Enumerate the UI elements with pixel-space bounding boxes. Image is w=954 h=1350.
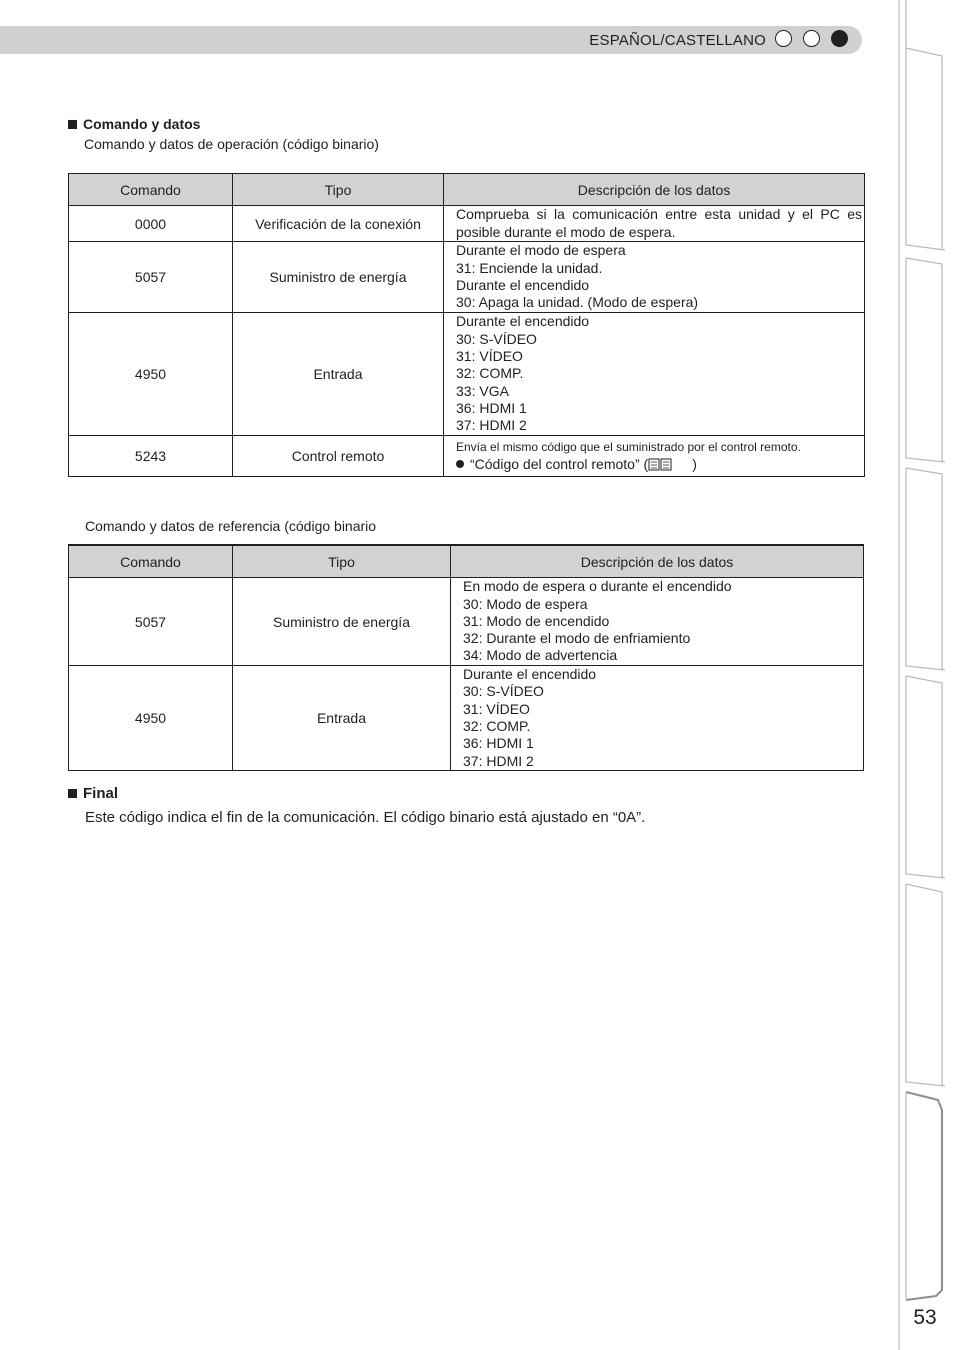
section-title: Final bbox=[83, 785, 119, 802]
description-line: Durante el encendido bbox=[456, 277, 590, 293]
type-cell: Entrada bbox=[233, 666, 451, 771]
table-row bbox=[69, 578, 864, 666]
bullet-icon bbox=[456, 460, 464, 468]
remote-code-reference bbox=[456, 456, 862, 473]
table-header-row bbox=[69, 545, 864, 578]
description-cell bbox=[451, 578, 864, 666]
command-cell: 5057 bbox=[69, 242, 233, 313]
book-icon bbox=[648, 457, 672, 471]
section-subtitle-reference: Comando y datos de referencia (código binario bbox=[85, 518, 377, 534]
section-title: Comando y datos bbox=[83, 116, 201, 132]
column-header: Comando bbox=[69, 545, 233, 578]
table-header-row bbox=[69, 174, 865, 206]
header-bar bbox=[0, 26, 862, 54]
description-line: Durante el encendido bbox=[463, 666, 597, 683]
type-cell: Control remoto bbox=[233, 436, 444, 477]
description-line: 31: VÍDEO bbox=[456, 348, 523, 365]
description-line: 37: HDMI 2 bbox=[456, 417, 527, 434]
description-cell bbox=[444, 242, 865, 313]
section-heading-final bbox=[68, 785, 118, 802]
page-number: 53 bbox=[913, 1306, 937, 1329]
description-line: 34: Modo de advertencia bbox=[463, 647, 618, 664]
description-line: 30: Modo de espera bbox=[463, 595, 588, 612]
description-line: Durante el modo de espera bbox=[456, 242, 626, 259]
description-line: 32: COMP. bbox=[463, 718, 531, 734]
operation-table bbox=[68, 173, 865, 477]
description-cell bbox=[444, 206, 865, 242]
description-line: 32: Durante el modo de enfriamiento bbox=[463, 630, 691, 647]
description-line: 30: S-VÍDEO bbox=[463, 683, 544, 700]
description-line: 36: HDMI 1 bbox=[456, 399, 527, 416]
type-cell: Suministro de energía bbox=[233, 578, 451, 666]
description-line: 31: Modo de encendido bbox=[463, 612, 610, 629]
description-line: 37: HDMI 2 bbox=[463, 752, 534, 769]
side-tab-edges bbox=[898, 0, 954, 1350]
description-line: Durante el encendido bbox=[456, 313, 590, 330]
column-header: Tipo bbox=[233, 545, 451, 578]
column-header: Descripción de los datos bbox=[444, 174, 865, 206]
description-cell bbox=[444, 313, 865, 436]
column-header: Tipo bbox=[233, 174, 444, 206]
table-row bbox=[69, 313, 865, 436]
reference-text-end: ) bbox=[692, 456, 697, 472]
description-cell bbox=[451, 666, 864, 771]
type-cell: Suministro de energía bbox=[233, 242, 444, 313]
language-label: ESPAÑOL/CASTELLANO bbox=[589, 32, 766, 49]
description-line: 33: VGA bbox=[456, 382, 509, 399]
reference-table bbox=[68, 544, 864, 771]
description-line: 31: VÍDEO bbox=[463, 700, 530, 717]
type-cell: Entrada bbox=[233, 313, 444, 436]
square-bullet-icon bbox=[68, 120, 77, 129]
remote-note: Envía el mismo código que el suministrado por el control remoto. bbox=[456, 439, 801, 454]
description-line: 31: Enciende la unidad. bbox=[456, 259, 603, 276]
description-line: 30: Apaga la unidad. (Modo de espera) bbox=[456, 294, 699, 311]
description-line: En modo de espera o durante el encendido bbox=[463, 578, 732, 595]
section-heading-command bbox=[68, 116, 200, 132]
command-cell: 0000 bbox=[69, 206, 233, 242]
table-row bbox=[69, 666, 864, 771]
description-cell bbox=[444, 436, 865, 477]
column-header: Comando bbox=[69, 174, 233, 206]
indicator-circle-empty-icon bbox=[775, 30, 792, 47]
column-header: Descripción de los datos bbox=[451, 545, 864, 578]
table-row bbox=[69, 242, 865, 313]
table-row bbox=[69, 206, 865, 242]
description-line: 36: HDMI 1 bbox=[463, 735, 534, 752]
square-bullet-icon bbox=[68, 789, 77, 798]
description-line: 30: S-VÍDEO bbox=[456, 330, 537, 347]
command-cell: 4950 bbox=[69, 313, 233, 436]
command-cell: 4950 bbox=[69, 666, 233, 771]
final-description: Este código indica el fin de la comunicación. El código binario está ajustado en “0A”. bbox=[85, 809, 646, 826]
section-subtitle-operation: Comando y datos de operación (código binario) bbox=[84, 136, 379, 152]
description-line: Comprueba si la comunicación entre esta unidad y el PC es posible durante el modo de espera. bbox=[456, 206, 862, 240]
description-line: 32: COMP. bbox=[456, 365, 524, 382]
table-row bbox=[69, 436, 865, 477]
type-cell: Verificación de la conexión bbox=[233, 206, 444, 242]
command-cell: 5243 bbox=[69, 436, 233, 477]
reference-text: “Código del control remoto” ( bbox=[470, 456, 649, 472]
indicator-circle-filled-icon bbox=[831, 30, 848, 47]
indicator-circle-empty-icon bbox=[803, 30, 820, 47]
command-cell: 5057 bbox=[69, 578, 233, 666]
